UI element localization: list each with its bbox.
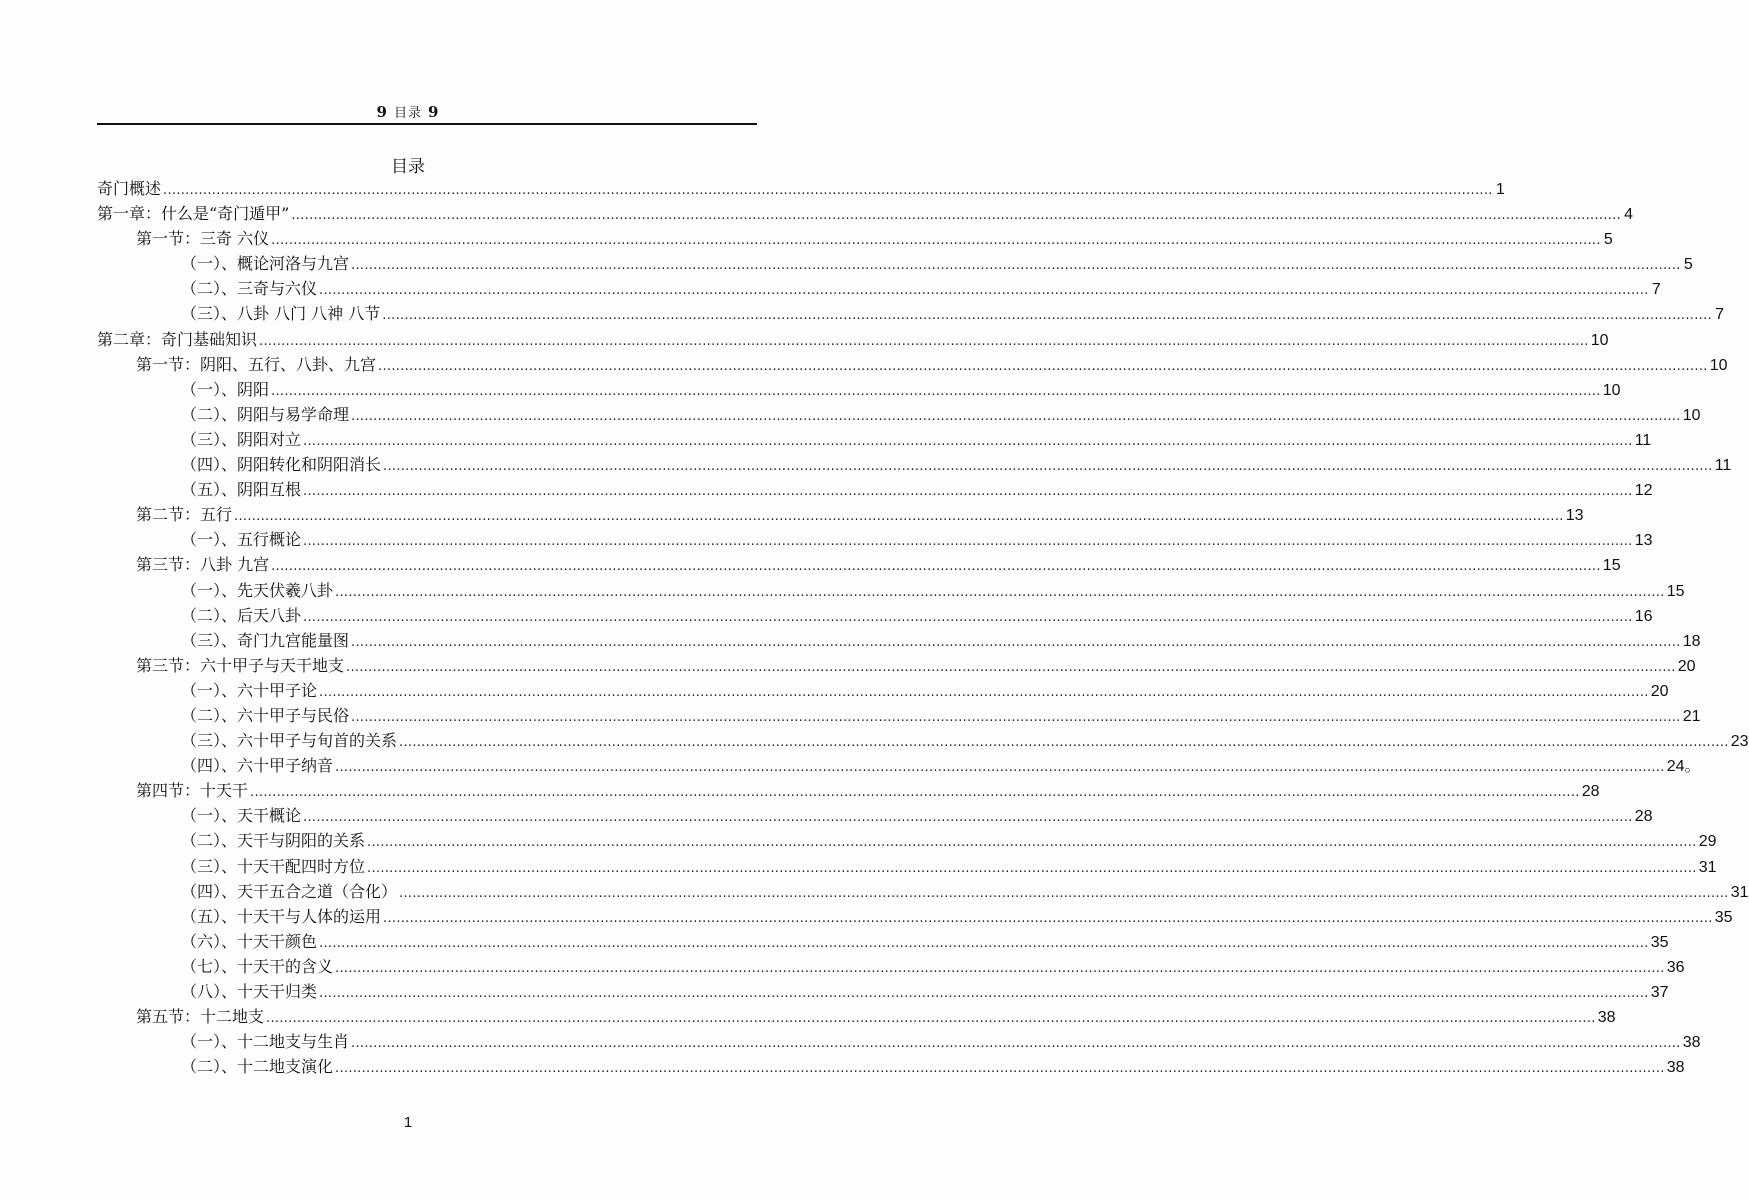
toc-entry-label: 第五节：十二地支	[136, 1007, 265, 1027]
header-rule	[97, 123, 757, 125]
dot-leader: ............................................................................................................................................................................................................................................................................................................	[383, 459, 1713, 475]
toc-entry[interactable]	[97, 527, 1653, 552]
toc-entry-page: 18	[1682, 632, 1701, 650]
dot-leader: ............................................................................................................................................................................................................................................................................................................	[335, 584, 1665, 600]
toc-entry-label: 第三节：六十甲子与天干地支	[136, 655, 345, 675]
toc-entry[interactable]	[97, 979, 1669, 1004]
toc-entry-page: 15	[1602, 557, 1621, 575]
toc-entry-page: 15	[1666, 582, 1685, 600]
dot-leader: ............................................................................................................................................................................................................................................................................................................	[367, 860, 1697, 876]
toc-entry-page: 20	[1677, 657, 1696, 675]
dot-leader: ............................................................................................................................................................................................................................................................................................................	[351, 408, 1681, 424]
toc-entry-label: （一）、十二地支与生肖	[181, 1032, 350, 1052]
toc-entry[interactable]	[97, 327, 1609, 352]
toc-entry-page: 23	[1730, 733, 1749, 751]
dot-leader: ............................................................................................................................................................................................................................................................................................................	[351, 1036, 1681, 1052]
toc-entry-page: 16	[1634, 607, 1653, 625]
toc-entry-page: 11	[1714, 457, 1732, 475]
toc-entry[interactable]	[97, 377, 1621, 402]
toc-entry-label: （三）、八卦 八门 八神 八节	[181, 304, 381, 324]
dot-leader: ............................................................................................................................................................................................................................................................................................................	[319, 283, 1649, 299]
toc-entry-label: （三）、奇门九宫能量图	[181, 630, 350, 650]
toc-entry-page: 38	[1597, 1009, 1616, 1027]
toc-entry-page: 28	[1634, 808, 1653, 826]
header-ornament-left: 9	[376, 103, 388, 121]
dot-leader: ............................................................................................................................................................................................................................................................................................................	[335, 1061, 1665, 1077]
toc-entry-label: 第二章：奇门基础知识	[97, 329, 258, 349]
toc-entry[interactable]	[97, 803, 1653, 828]
dot-leader: ............................................................................................................................................................................................................................................................................................................	[346, 659, 1676, 675]
toc-entry[interactable]	[97, 628, 1701, 653]
toc-entry-label: （一）、六十甲子论	[181, 680, 318, 700]
toc-entry-label: （一）、概论河洛与九宫	[181, 254, 350, 274]
toc-entry[interactable]	[97, 703, 1701, 728]
toc-entry-page: 4	[1624, 206, 1634, 224]
header-title: 目录	[393, 106, 422, 121]
toc-title: 目录	[391, 157, 425, 177]
toc-entry-page: 12	[1634, 482, 1653, 500]
toc-entry-page: 1	[1495, 181, 1505, 198]
toc-entry-label: （五）、十天干与人体的运用	[181, 906, 382, 926]
dot-leader: ............................................................................................................................................................................................................................................................................................................	[382, 308, 1712, 324]
dot-leader: ............................................................................................................................................................................................................................................................................................................	[351, 258, 1681, 274]
toc-entry[interactable]	[97, 879, 1749, 904]
toc-entry[interactable]	[97, 854, 1717, 879]
toc-entry-label: （一）、五行概论	[181, 530, 302, 550]
toc-entry-page: 35	[1714, 908, 1733, 926]
toc-entry[interactable]	[97, 301, 1724, 326]
toc-entry-label: 奇门概述	[97, 179, 162, 198]
toc-entry-page: 7	[1715, 306, 1724, 324]
dot-leader: ............................................................................................................................................................................................................................................................................................................	[319, 986, 1649, 1001]
toc-entry[interactable]	[97, 753, 1701, 778]
dot-leader: ............................................................................................................................................................................................................................................................................................................	[303, 534, 1633, 550]
dot-leader: ............................................................................................................................................................................................................................................................................................................	[378, 358, 1708, 374]
toc-entry-label: （八）、十天干归类	[181, 982, 318, 1001]
toc-entry-page: 13	[1565, 507, 1584, 525]
toc-entry[interactable]	[97, 176, 1505, 201]
toc-entry[interactable]	[97, 201, 1634, 226]
toc-entry-label: （二）、天干与阴阳的关系	[181, 831, 366, 851]
dot-leader: ............................................................................................................................................................................................................................................................................................................	[303, 609, 1633, 625]
dot-leader: ............................................................................................................................................................................................................................................................................................................	[335, 960, 1665, 976]
dot-leader: ............................................................................................................................................................................................................................................................................................................	[303, 484, 1633, 500]
toc-entry[interactable]	[97, 1029, 1701, 1054]
dot-leader: ............................................................................................................................................................................................................................................................................................................	[271, 233, 1601, 249]
toc-entry[interactable]	[97, 929, 1669, 954]
dot-leader: ............................................................................................................................................................................................................................................................................................................	[271, 559, 1601, 575]
toc-entry[interactable]	[97, 402, 1701, 427]
toc-entry-page: 35	[1650, 933, 1669, 951]
toc-entry[interactable]	[97, 1054, 1685, 1079]
toc-entry-label: （二）、六十甲子与民俗	[181, 705, 350, 725]
toc-entry[interactable]	[97, 653, 1696, 678]
header-ornament-right: 9	[428, 103, 440, 121]
page-number: 1	[403, 1114, 413, 1131]
dot-leader: ............................................................................................................................................................................................................................................................................................................	[271, 383, 1601, 399]
toc-entry-label: （四）、天干五合之道（合化）	[181, 881, 398, 901]
toc-entry-label: （二）、阴阳与易学命理	[181, 404, 350, 424]
toc-entry-page: 31	[1698, 858, 1717, 876]
toc-entry-label: （一）、阴阳	[181, 379, 270, 399]
dot-leader: ............................................................................................................................................................................................................................................................................................................	[319, 684, 1649, 700]
toc-entry-label: 第二节：五行	[136, 505, 233, 525]
toc-entry[interactable]	[97, 728, 1749, 753]
toc-entry[interactable]	[97, 828, 1717, 853]
dot-leader: ............................................................................................................................................................................................................................................................................................................	[291, 208, 1622, 224]
dot-leader: ............................................................................................................................................................................................................................................................................................................	[399, 885, 1729, 901]
running-header	[0, 102, 816, 121]
toc-entry-page: 28	[1581, 783, 1600, 801]
toc-entry-label: （四）、六十甲子纳音	[181, 756, 334, 776]
toc-entry-page: 5	[1603, 231, 1613, 249]
toc-entry-label: （七）、十天干的含义	[181, 956, 334, 976]
dot-leader: ............................................................................................................................................................................................................................................................................................................	[234, 509, 1564, 525]
toc-entry[interactable]	[97, 226, 1613, 251]
toc-entry-label: （三）、十天干配四时方位	[181, 856, 366, 876]
toc-entry-label: 第三节：八卦 九宫	[136, 555, 270, 575]
toc-entry-page: 24。	[1666, 758, 1701, 776]
toc-entry-label: （三）、六十甲子与旬首的关系	[181, 731, 398, 751]
dot-leader: ............................................................................................................................................................................................................................................................................................................	[250, 785, 1580, 801]
toc-entry-label: 第一节：三奇 六仪	[136, 229, 270, 249]
toc-entry[interactable]	[97, 678, 1669, 703]
toc-entry-label: 第四节：十天干	[136, 781, 249, 801]
toc-entry-page: 10	[1590, 331, 1609, 349]
toc-entry-label: （四）、阴阳转化和阴阳消长	[181, 455, 382, 475]
toc-entry[interactable]	[97, 352, 1728, 377]
toc-entry-label: （二）、后天八卦	[181, 605, 302, 625]
dot-leader: ............................................................................................................................................................................................................................................................................................................	[351, 634, 1681, 650]
toc-entry[interactable]	[97, 251, 1693, 276]
toc-entry[interactable]	[97, 452, 1732, 477]
dot-leader: ............................................................................................................................................................................................................................................................................................................	[163, 183, 1493, 198]
dot-leader: ............................................................................................................................................................................................................................................................................................................	[399, 735, 1729, 751]
dot-leader: ............................................................................................................................................................................................................................................................................................................	[335, 760, 1665, 776]
dot-leader: ............................................................................................................................................................................................................................................................................................................	[351, 709, 1681, 725]
toc-entry-page: 13	[1634, 532, 1653, 550]
toc-entry-page: 5	[1683, 256, 1693, 274]
toc-entry[interactable]	[97, 276, 1661, 301]
toc-entry-page: 7	[1651, 281, 1661, 299]
toc-entry[interactable]	[97, 954, 1685, 979]
toc-entry-page: 36	[1666, 958, 1685, 976]
toc-entry-page: 38	[1682, 1034, 1701, 1052]
toc-entry-page: 10	[1709, 356, 1728, 374]
toc-entry-page: 10	[1682, 406, 1701, 424]
toc-entry[interactable]	[97, 502, 1584, 527]
dot-leader: ............................................................................................................................................................................................................................................................................................................	[367, 835, 1697, 851]
toc-entry-page: 11	[1634, 431, 1652, 449]
toc-entry-label: （五）、阴阳互根	[181, 480, 302, 500]
toc-entry-label: 第一章：什么是“奇门遁甲”	[97, 204, 290, 224]
toc-entry-label: （二）、三奇与六仪	[181, 279, 318, 299]
toc-entry-label: 第一节：阴阳、五行、八卦、九宫	[136, 354, 377, 374]
toc-entry-page: 37	[1650, 984, 1669, 1001]
dot-leader: ............................................................................................................................................................................................................................................................................................................	[319, 935, 1649, 951]
dot-leader: ............................................................................................................................................................................................................................................................................................................	[266, 1011, 1596, 1027]
toc-entry-label: （一）、先天伏羲八卦	[181, 580, 334, 600]
toc-entry[interactable]	[97, 778, 1600, 803]
toc-entry-page: 10	[1602, 381, 1621, 399]
toc-entry-label: （一）、天干概论	[181, 806, 302, 826]
toc-entry[interactable]	[97, 904, 1733, 929]
toc-entry-page: 38	[1666, 1059, 1685, 1077]
toc-entry-page: 29	[1698, 833, 1717, 851]
toc-entry[interactable]	[97, 578, 1685, 603]
table-of-contents	[97, 176, 1749, 1079]
toc-entry[interactable]	[97, 477, 1653, 502]
dot-leader: ............................................................................................................................................................................................................................................................................................................	[303, 810, 1633, 826]
toc-entry-page: 20	[1650, 682, 1669, 700]
dot-leader: ............................................................................................................................................................................................................................................................................................................	[303, 433, 1633, 449]
dot-leader: ............................................................................................................................................................................................................................................................................................................	[259, 333, 1589, 349]
toc-entry-label: （二）、十二地支演化	[181, 1057, 334, 1077]
toc-entry[interactable]	[97, 427, 1652, 452]
toc-entry[interactable]	[97, 552, 1621, 577]
toc-entry-label: （六）、十天干颜色	[181, 931, 318, 951]
toc-entry[interactable]	[97, 603, 1653, 628]
toc-entry[interactable]	[97, 1004, 1616, 1029]
toc-entry-page: 31	[1730, 883, 1749, 901]
dot-leader: ............................................................................................................................................................................................................................................................................................................	[383, 910, 1713, 926]
toc-entry-label: （三）、阴阳对立	[181, 429, 302, 449]
toc-entry-page: 21	[1682, 707, 1701, 725]
